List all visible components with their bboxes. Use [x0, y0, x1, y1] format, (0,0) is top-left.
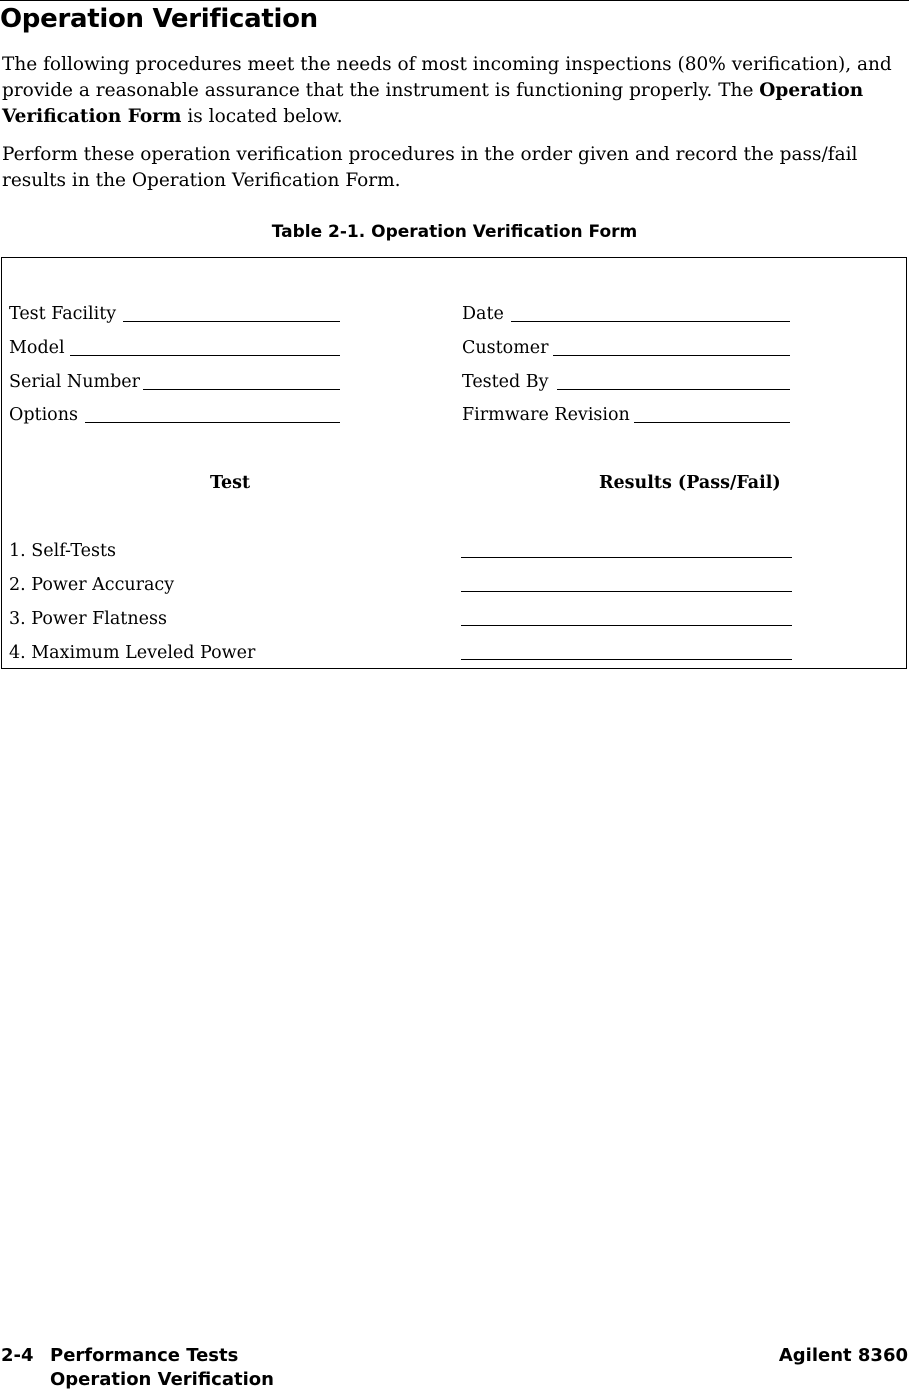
intro-bold-text: Operation Verification Form: [2, 80, 864, 127]
footer-product: Agilent 8360: [778, 1345, 908, 1366]
verification-form: [1, 257, 907, 669]
result-line-power-flatness[interactable]: [461, 625, 792, 626]
intro-text-1: The following procedures meet the needs of most incoming inspections (80% verification), and provide a reasonable assurance that the instrument is functioning properly. The: [2, 54, 892, 101]
footer-page-number: 2-4: [1, 1345, 34, 1366]
field-firmware-revision-line[interactable]: [634, 422, 790, 423]
result-line-power-accuracy[interactable]: [461, 591, 792, 592]
instructions-paragraph: Perform these operation verification procedures in the order given and record the pass/fail results in the Operation Verification Form.: [2, 144, 858, 191]
field-tested-by-label: Tested By: [462, 372, 549, 392]
field-date-line[interactable]: [511, 321, 790, 322]
footer-section: Performance Tests: [50, 1345, 239, 1366]
field-serial-number-line[interactable]: [143, 389, 340, 390]
result-line-self-tests[interactable]: [461, 557, 792, 558]
test-row-power-accuracy: 2. Power Accuracy: [9, 575, 175, 595]
intro-text-2: is located below.: [181, 106, 343, 127]
field-date-label: Date: [462, 304, 504, 324]
field-firmware-revision-label: Firmware Revision: [462, 405, 630, 425]
field-model-line[interactable]: [70, 355, 340, 356]
intro-paragraph: [2, 52, 907, 130]
table-caption: Table 2-1. Operation Verification Form: [271, 222, 638, 242]
field-options-label: Options: [9, 405, 78, 425]
column-test-heading: Test: [210, 473, 251, 493]
footer-subsection: Operation Verification: [50, 1369, 274, 1390]
test-row-self-tests: 1. Self-Tests: [9, 541, 117, 561]
page-heading: Operation Verification: [0, 4, 318, 34]
field-tested-by-line[interactable]: [557, 389, 790, 390]
column-results-heading: Results (Pass/Fail): [599, 473, 781, 493]
result-line-maximum-leveled-power[interactable]: [461, 659, 792, 660]
field-options-line[interactable]: [85, 422, 340, 423]
field-customer-line[interactable]: [553, 355, 790, 356]
field-serial-number-label: Serial Number: [9, 372, 141, 392]
field-customer-label: Customer: [462, 338, 549, 358]
field-test-facility-label: Test Facility: [9, 304, 117, 324]
test-row-power-flatness: 3. Power Flatness: [9, 609, 167, 629]
test-row-maximum-leveled-power: 4. Maximum Leveled Power: [9, 643, 256, 663]
top-rule: [0, 0, 909, 1]
field-model-label: Model: [9, 338, 65, 358]
field-test-facility-line[interactable]: [123, 321, 340, 322]
